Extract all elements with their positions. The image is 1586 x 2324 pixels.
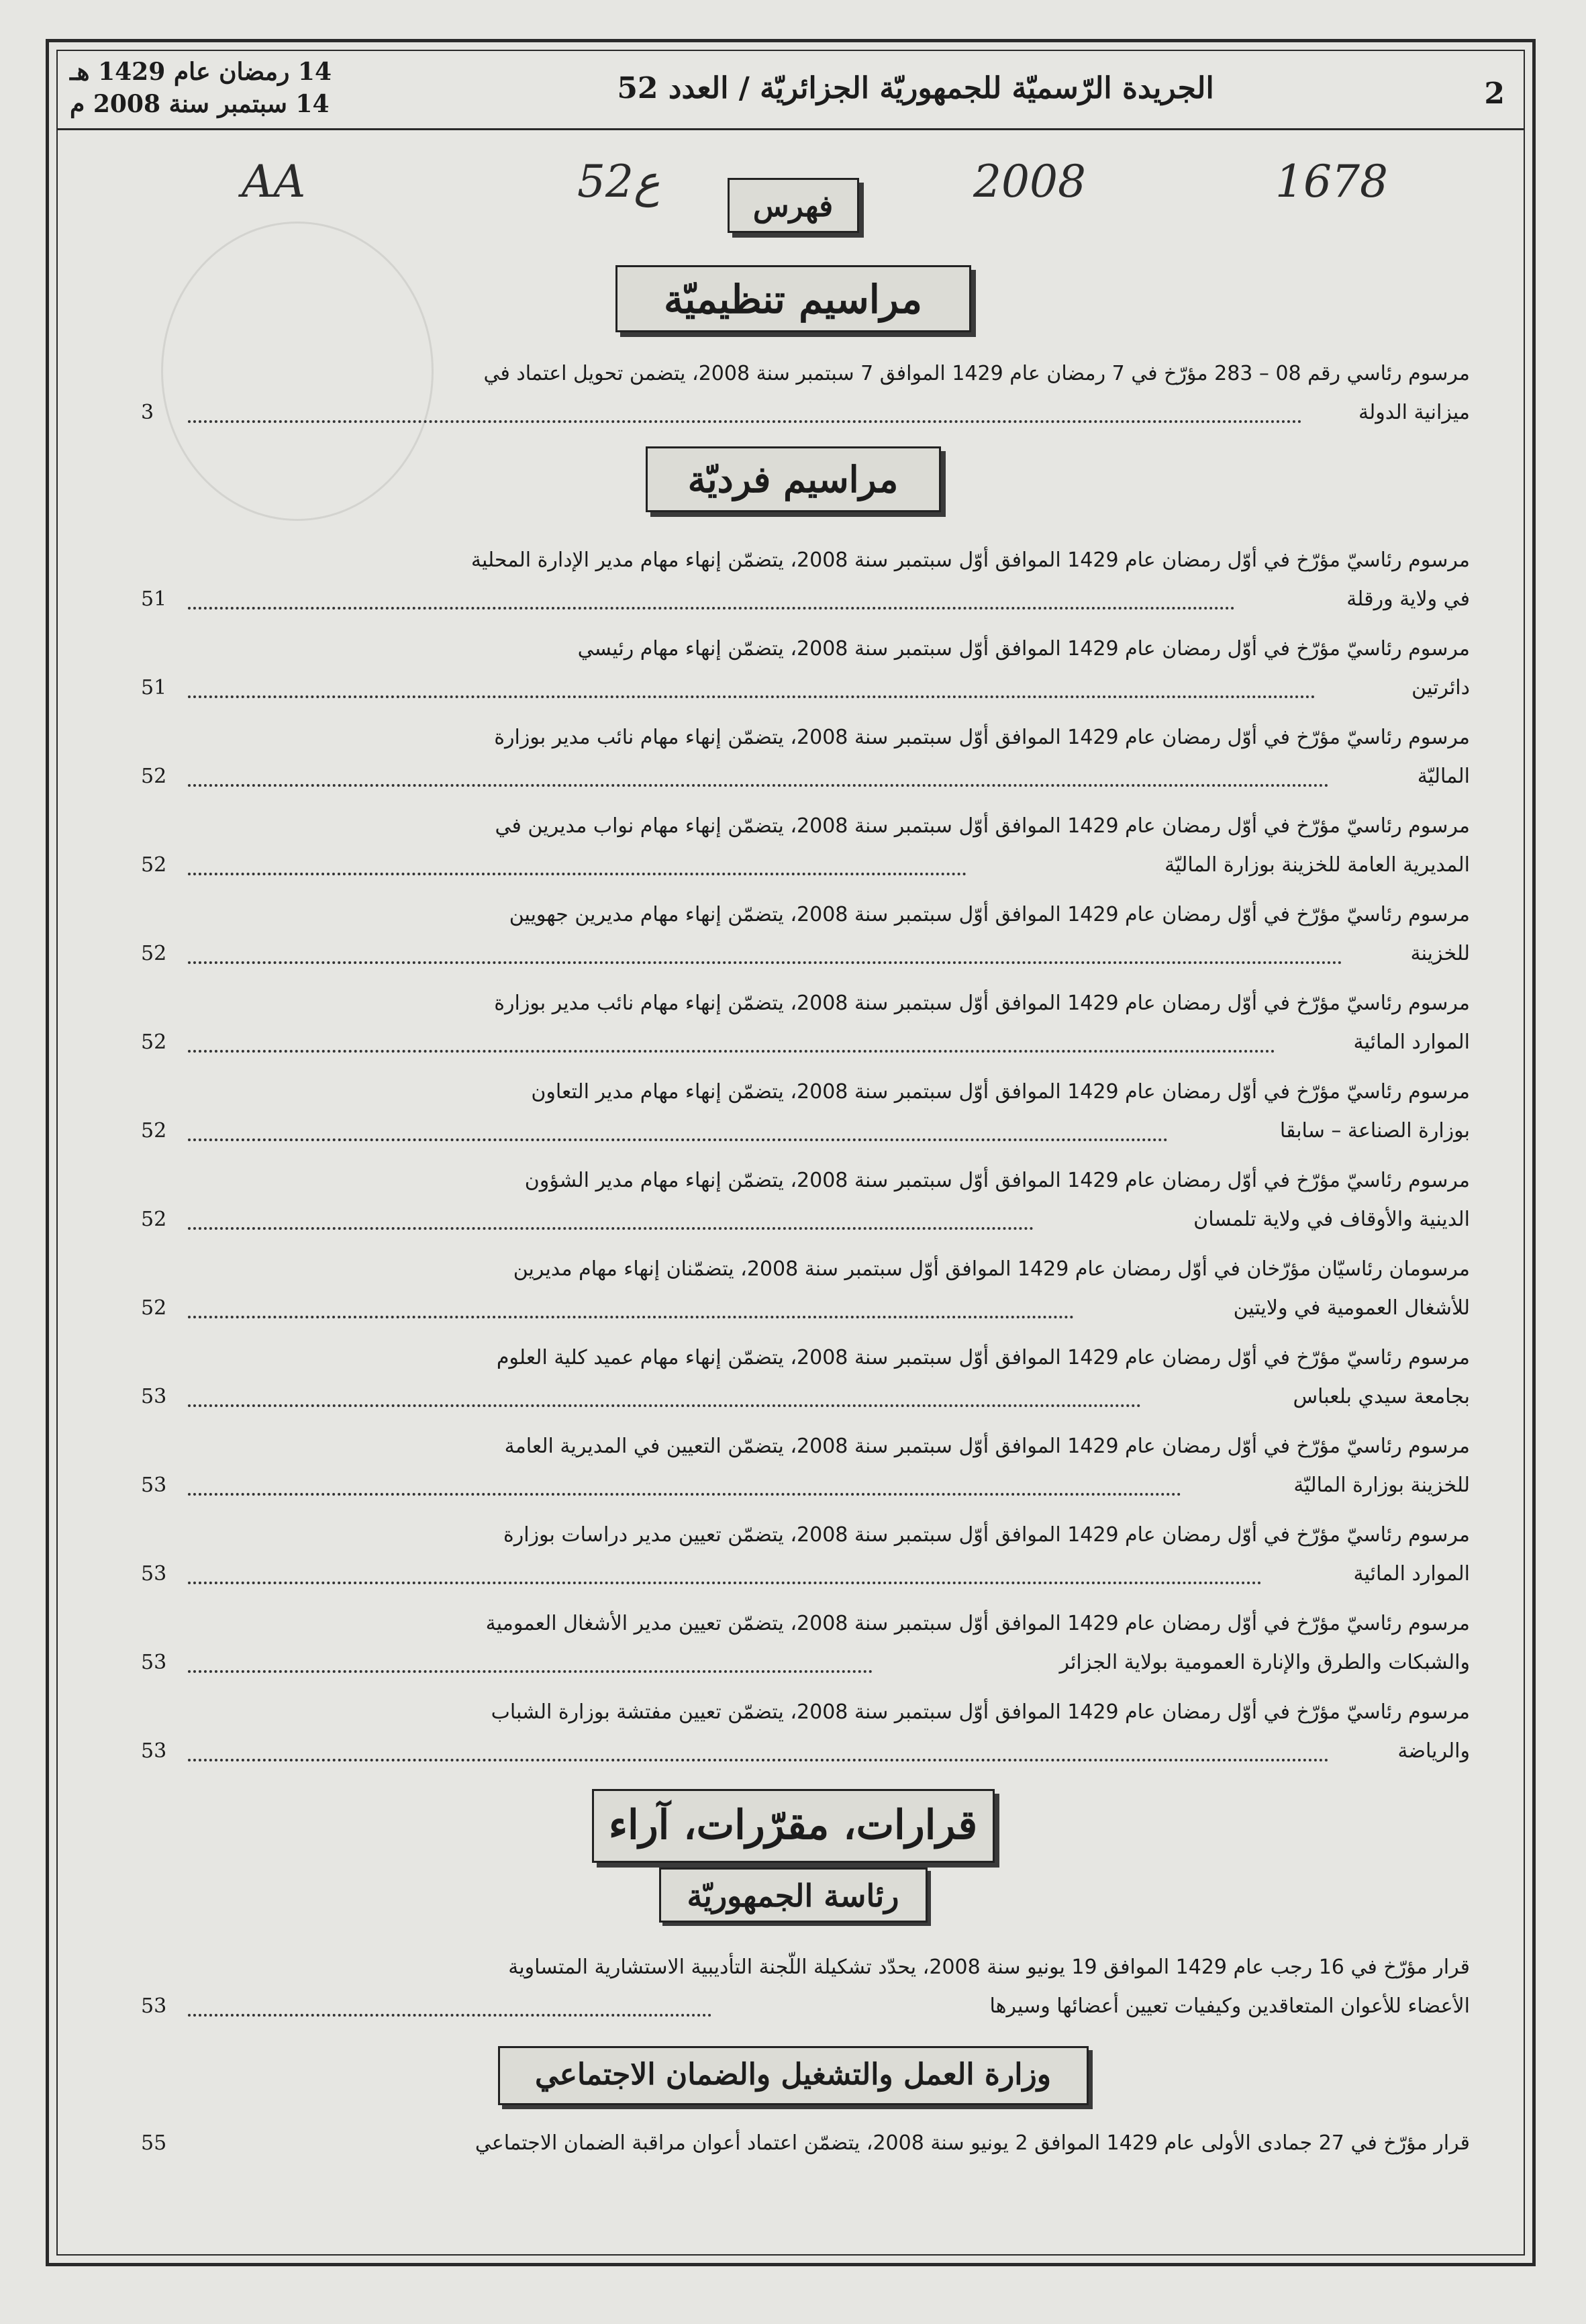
- handwritten-note-right: 1678: [1275, 156, 1388, 207]
- toc-title: فهرس: [728, 178, 859, 233]
- section-title-regulatory: مراسيم تنظيميّة: [615, 265, 971, 332]
- handwritten-note-year: 2008: [973, 156, 1086, 207]
- page-number: 2: [1484, 77, 1505, 111]
- section-title-presidency: رئاسة الجمهوريّة: [659, 1868, 928, 1923]
- journal-title: الجريدة الرّسميّة للجمهوريّة الجزائريّة / العدد 52: [617, 71, 1214, 105]
- page-header: [56, 50, 1525, 130]
- date-gregorian: 14 سبتمبر سنة 2008 م: [70, 90, 330, 118]
- section-title-individual: مراسيم فرديّة: [646, 446, 941, 512]
- handwritten-note-left: AA: [242, 156, 306, 207]
- section-title-labor: وزارة العمل والتشغيل والضمان الاجتماعي: [498, 2046, 1089, 2105]
- date-hijri: 14 رمضان عام 1429 هـ: [70, 58, 332, 86]
- handwritten-note-middle: 52ع: [577, 156, 660, 207]
- faded-stamp: [161, 222, 434, 521]
- section-title-decisions: قرارات، مقرّرات، آراء: [592, 1789, 995, 1863]
